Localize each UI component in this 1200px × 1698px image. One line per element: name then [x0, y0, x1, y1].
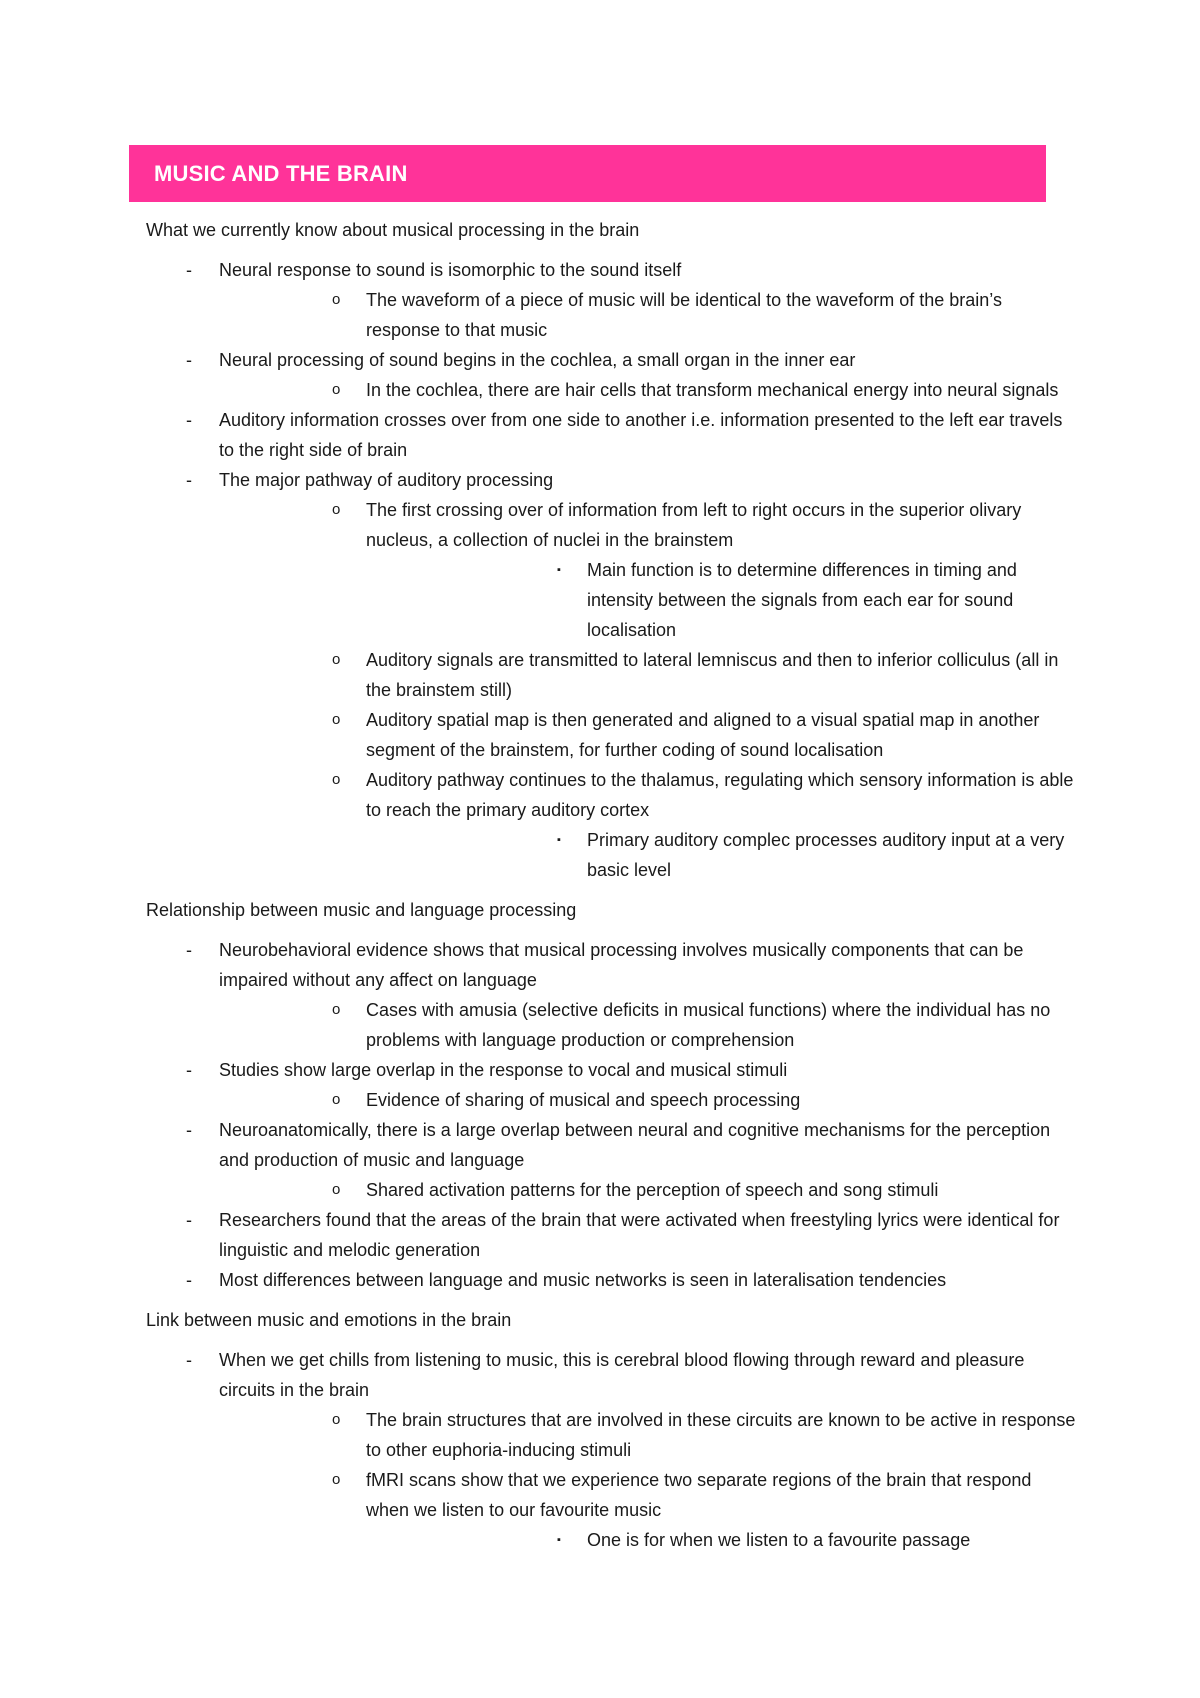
list-item — [146, 345, 1076, 405]
section-heading-music-language: Relationship between music and language processing — [146, 900, 577, 920]
circle-bullet: o — [332, 501, 341, 518]
list-item — [219, 1405, 1076, 1465]
sub-sub-list — [366, 825, 1076, 885]
sub-list — [219, 995, 1076, 1055]
list-item — [366, 1525, 1076, 1555]
dash-bullet: - — [186, 1060, 192, 1080]
list-item — [146, 1345, 1076, 1555]
document-title: MUSIC AND THE BRAIN — [154, 160, 408, 186]
dash-bullet: - — [186, 1210, 192, 1230]
document-body — [146, 215, 1076, 1555]
sub-list — [219, 1405, 1076, 1555]
list-item-text: The major pathway of auditory processing — [219, 470, 554, 490]
list-item-text: Evidence of sharing of musical and speech processing — [366, 1090, 801, 1110]
list-item — [146, 1115, 1076, 1205]
section-2-list — [146, 935, 1076, 1295]
list-item-text: Main function is to determine differences in timing and intensity between the signals from each ear for sound localisation — [587, 560, 1017, 640]
list-item — [146, 935, 1076, 1055]
list-item-text: Auditory information crosses over from one side to another i.e. information presented to the left ear travels to the right side of brain — [219, 410, 1063, 460]
list-item-text: Neural processing of sound begins in the cochlea, a small organ in the inner ear — [219, 350, 856, 370]
sub-list — [219, 1175, 1076, 1205]
circle-bullet: o — [332, 651, 341, 668]
dash-bullet: - — [186, 940, 192, 960]
dash-bullet: - — [186, 1120, 192, 1140]
circle-bullet: o — [332, 381, 341, 398]
list-item — [146, 465, 1076, 885]
section-heading-musical-processing: What we currently know about musical processing in the brain — [146, 220, 640, 240]
list-item-text: Most differences between language and music networks is seen in lateralisation tendencies — [219, 1270, 947, 1290]
list-item — [219, 285, 1076, 345]
list-item — [146, 1055, 1076, 1115]
sub-list — [219, 285, 1076, 345]
list-item-text: fMRI scans show that we experience two separate regions of the brain that respond when we listen to our favourite music — [366, 1470, 1032, 1520]
list-item-text: Primary auditory complec processes auditory input at a very basic level — [587, 830, 1065, 880]
circle-bullet: o — [332, 1471, 341, 1488]
list-item-text: Neurobehavioral evidence shows that musical processing involves musically components that can be impaired without any affect on language — [219, 940, 1024, 990]
list-item — [146, 405, 1076, 465]
list-item-text: When we get chills from listening to music, this is cerebral blood flowing through reward and pleasure circuits in the brain — [219, 1350, 1025, 1400]
list-item-text: Auditory pathway continues to the thalamus, regulating which sensory information is able to reach the primary auditory cortex — [366, 770, 1074, 820]
list-item — [219, 1175, 1076, 1205]
dash-bullet: - — [186, 350, 192, 370]
circle-bullet: o — [332, 291, 341, 308]
circle-bullet: o — [332, 771, 341, 788]
dash-bullet: - — [186, 1270, 192, 1290]
list-item — [219, 1465, 1076, 1555]
list-item — [366, 555, 1076, 645]
circle-bullet: o — [332, 1181, 341, 1198]
list-item — [219, 1085, 1076, 1115]
sub-list — [219, 1085, 1076, 1115]
list-item — [219, 375, 1076, 405]
square-bullet: ▪ — [557, 834, 561, 846]
dash-bullet: - — [186, 260, 192, 280]
sub-list — [219, 495, 1076, 885]
list-item-text: The first crossing over of information from left to right occurs in the superior olivary nucleus, a collection of nuclei in the brainstem — [366, 500, 1022, 550]
list-item-text: In the cochlea, there are hair cells that transform mechanical energy into neural signals — [366, 380, 1059, 400]
list-item-text: Studies show large overlap in the response to vocal and musical stimuli — [219, 1060, 788, 1080]
circle-bullet: o — [332, 1091, 341, 1108]
list-item-text: The waveform of a piece of music will be identical to the waveform of the brain’s response to that music — [366, 290, 1002, 340]
list-item — [219, 765, 1076, 885]
list-item-text: Auditory spatial map is then generated and aligned to a visual spatial map in another segment of the brainstem, for further coding of sound localisation — [366, 710, 1040, 760]
square-bullet: ▪ — [557, 564, 561, 576]
sub-list — [219, 375, 1076, 405]
list-item-text: Neural response to sound is isomorphic to the sound itself — [219, 260, 682, 280]
list-item-text: Researchers found that the areas of the brain that were activated when freestyling lyrics were identical for linguistic and melodic generation — [219, 1210, 1060, 1260]
list-item — [219, 495, 1076, 645]
list-item — [219, 705, 1076, 765]
circle-bullet: o — [332, 1411, 341, 1428]
circle-bullet: o — [332, 711, 341, 728]
sub-sub-list — [366, 555, 1076, 645]
section-1-list — [146, 255, 1076, 885]
list-item-text: One is for when we listen to a favourite passage — [587, 1530, 971, 1550]
dash-bullet: - — [186, 410, 192, 430]
sub-sub-list — [366, 1525, 1076, 1555]
list-item — [146, 1265, 1076, 1295]
list-item-text: Shared activation patterns for the perception of speech and song stimuli — [366, 1180, 939, 1200]
square-bullet: ▪ — [557, 1534, 561, 1546]
list-item — [146, 1205, 1076, 1265]
list-item — [146, 255, 1076, 345]
list-item — [219, 645, 1076, 705]
list-item — [219, 995, 1076, 1055]
section-3-list — [146, 1345, 1076, 1555]
title-banner — [129, 145, 1046, 202]
dash-bullet: - — [186, 1350, 192, 1370]
section-heading-music-emotions: Link between music and emotions in the brain — [146, 1310, 512, 1330]
list-item-text: Neuroanatomically, there is a large overlap between neural and cognitive mechanisms for the perception and production of music and language — [219, 1120, 1051, 1170]
circle-bullet: o — [332, 1001, 341, 1018]
dash-bullet: - — [186, 470, 192, 490]
list-item — [366, 825, 1076, 885]
list-item-text: Cases with amusia (selective deficits in musical functions) where the individual has no problems with language production or comprehension — [366, 1000, 1051, 1050]
list-item-text: The brain structures that are involved in these circuits are known to be active in response to other euphoria-inducing stimuli — [366, 1410, 1076, 1460]
list-item-text: Auditory signals are transmitted to lateral lemniscus and then to inferior colliculus (all in the brainstem still) — [366, 650, 1059, 700]
